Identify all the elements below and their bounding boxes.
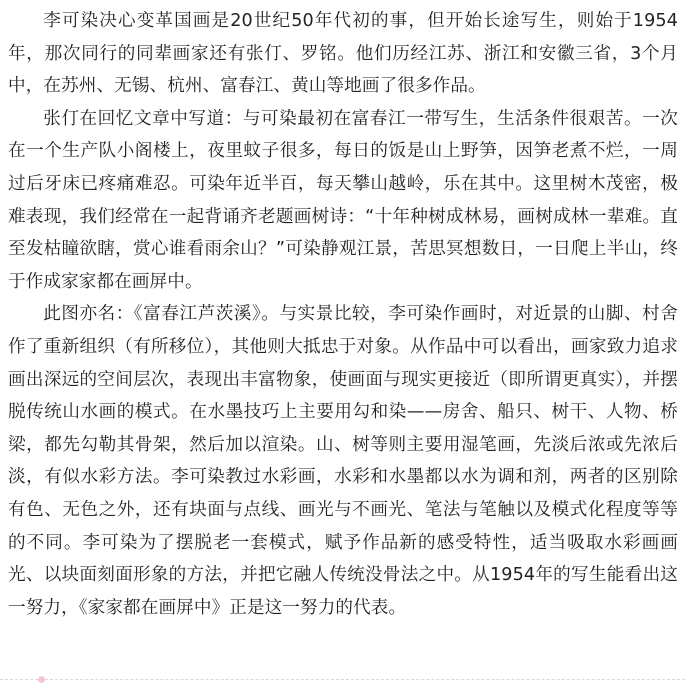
paragraph-2: 张仃在回忆文章中写道：与可染最初在富春江一带写生，生活条件很艰苦。一次在一个生产队小阁楼上，夜里蚊子很多，每日的饭是山上野笋，因笋老煮不烂，一周过后牙床已疼痛难忍。可染年近半百，每天攀山越岭，乐在其中。这里树木茂密，极难表现，我们经常在一起背诵齐老题画树诗：“十年种树成林易，画树成林一辈难。直至发枯瞳欲瞎，赏心谁看雨余山？”可染静观江景，苦思冥想数日，一日爬上半山，终于作成家家都在画屏中。	[8, 108, 678, 292]
article-body	[8, 5, 678, 624]
divider-dot-icon	[38, 676, 45, 683]
paragraph-1: 李可染决心变革国画是20世纪50年代初的事，但开始长途写生，则始于1954年，那次同行的同辈画家还有张仃、罗铭。他们历经江苏、浙江和安徽三省，3个月中，在苏州、无锡、杭州、富春江、黄山等地画了很多作品。	[8, 11, 678, 97]
section-divider	[0, 679, 685, 680]
paragraph-3: 此图亦名：《富春江芦茨溪》。与实景比较，李可染作画时，对近景的山脚、村舍作了重新组织（有所移位），其他则大抵忠于对象。从作品中可以看出，画家致力追求画出深远的空间层次，表现出丰富物象，使画面与现实更接近（即所谓更真实），并摆脱传统山水画的模式。在水墨技巧上主要用勾和染——房舍、船只、树干、人物、桥梁，都先勾勒其骨架，然后加以渲染。山、树等则主要用湿笔画，先淡后浓或先浓后淡，有似水彩方法。李可染教过水彩画，水彩和水墨都以水为调和剂，两者的区别除有色、无色之外，还有块面与点线、画光与不画光、笔法与笔触以及模式化程度等等的不同。李可染为了摆脱老一套模式，赋予作品新的感受特性，适当吸取水彩画画光、以块面刻面形象的方法，并把它融人传统没骨法之中。从1954年的写生能看出这一努力，《家家都在画屏中》正是这一努力的代表。	[8, 304, 678, 618]
